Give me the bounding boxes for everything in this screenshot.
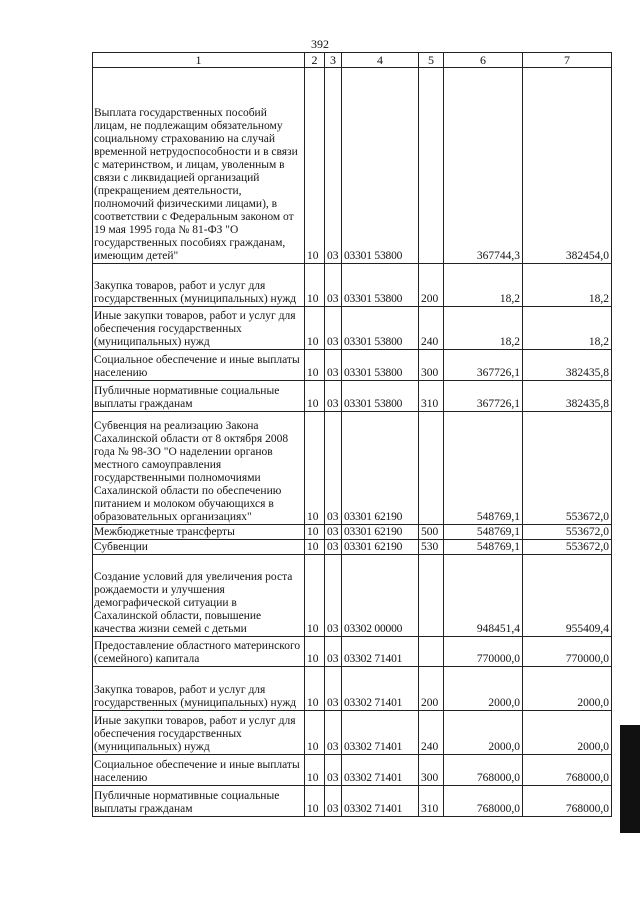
row-amount-year1: 768000,0 xyxy=(444,755,523,786)
row-name: Закупка товаров, работ и услуг для государственных (муниципальных) нужд xyxy=(93,667,305,711)
table-row xyxy=(93,264,612,307)
table-row xyxy=(93,412,612,525)
row-amount-year1: 2000,0 xyxy=(444,711,523,755)
header-col-7: 7 xyxy=(523,53,612,68)
table-row xyxy=(93,350,612,381)
row-amount-year1: 948451,4 xyxy=(444,555,523,637)
row-target-code: 03302 71401 xyxy=(342,711,419,755)
row-expense-type: 310 xyxy=(419,381,444,412)
row-target-code: 03301 53800 xyxy=(342,381,419,412)
row-amount-year2: 2000,0 xyxy=(523,667,612,711)
table-row xyxy=(93,667,612,711)
row-expense-type: 200 xyxy=(419,264,444,307)
row-section: 10 xyxy=(305,667,325,711)
page-number: 392 xyxy=(311,37,329,51)
row-name: Иные закупки товаров, работ и услуг для обеспечения государственных (муниципальных) нужд xyxy=(93,711,305,755)
row-amount-year1: 548769,1 xyxy=(444,412,523,525)
row-amount-year2: 553672,0 xyxy=(523,525,612,540)
table-body xyxy=(93,68,612,817)
row-expense-type: 300 xyxy=(419,350,444,381)
row-subsection: 03 xyxy=(325,307,342,350)
table-row xyxy=(93,786,612,817)
table-row xyxy=(93,540,612,555)
row-target-code: 03301 53800 xyxy=(342,264,419,307)
header-col-6: 6 xyxy=(444,53,523,68)
row-expense-type: 300 xyxy=(419,755,444,786)
row-section: 10 xyxy=(305,637,325,667)
row-expense-type: 200 xyxy=(419,667,444,711)
row-target-code: 03302 71401 xyxy=(342,667,419,711)
row-expense-type xyxy=(419,555,444,637)
row-amount-year2: 2000,0 xyxy=(523,711,612,755)
row-name: Субвенция на реализацию Закона Сахалинской области от 8 октября 2008 года № 98-ЗО "О наделении органов местного самоуправления государственными полномочиями Сахалинской области по обеспечению питанием и молоком обучающихся в образовательных организациях" xyxy=(93,412,305,525)
row-target-code: 03302 00000 xyxy=(342,555,419,637)
row-amount-year2: 382435,8 xyxy=(523,350,612,381)
header-col-5: 5 xyxy=(419,53,444,68)
table-row xyxy=(93,525,612,540)
row-section: 10 xyxy=(305,307,325,350)
row-amount-year2: 768000,0 xyxy=(523,755,612,786)
row-amount-year1: 18,2 xyxy=(444,264,523,307)
row-expense-type: 240 xyxy=(419,711,444,755)
row-section: 10 xyxy=(305,412,325,525)
row-target-code: 03301 62190 xyxy=(342,540,419,555)
table-row xyxy=(93,307,612,350)
row-target-code: 03302 71401 xyxy=(342,755,419,786)
row-expense-type: 530 xyxy=(419,540,444,555)
row-target-code: 03301 53800 xyxy=(342,68,419,264)
row-section: 10 xyxy=(305,786,325,817)
row-expense-type: 310 xyxy=(419,786,444,817)
row-amount-year1: 367726,1 xyxy=(444,350,523,381)
row-expense-type: 240 xyxy=(419,307,444,350)
row-subsection: 03 xyxy=(325,350,342,381)
row-expense-type xyxy=(419,412,444,525)
row-subsection: 03 xyxy=(325,264,342,307)
scan-edge-bar xyxy=(620,725,640,833)
table-row xyxy=(93,555,612,637)
row-amount-year1: 2000,0 xyxy=(444,667,523,711)
row-amount-year2: 553672,0 xyxy=(523,412,612,525)
header-col-3: 3 xyxy=(325,53,342,68)
row-target-code: 03301 53800 xyxy=(342,350,419,381)
table-row xyxy=(93,68,612,264)
header-col-4: 4 xyxy=(342,53,419,68)
row-amount-year2: 18,2 xyxy=(523,264,612,307)
row-subsection: 03 xyxy=(325,667,342,711)
row-amount-year1: 18,2 xyxy=(444,307,523,350)
row-name: Социальное обеспечение и иные выплаты населению xyxy=(93,350,305,381)
row-amount-year2: 382454,0 xyxy=(523,68,612,264)
row-subsection: 03 xyxy=(325,711,342,755)
row-amount-year2: 382435,8 xyxy=(523,381,612,412)
row-name: Предоставление областного материнского (семейного) капитала xyxy=(93,637,305,667)
budget-table xyxy=(92,52,612,817)
row-name: Субвенции xyxy=(93,540,305,555)
row-subsection: 03 xyxy=(325,540,342,555)
row-section: 10 xyxy=(305,381,325,412)
row-name: Выплата государственных пособий лицам, не подлежащим обязательному социальному страхованию на случай временной нетрудоспособности и в связи с материнством, и лицам, уволенным в связи с ликвидацией организаций (прекращением деятельности, полномочий физическими лицами), в соответствии с Федеральным законом от 19 мая 1995 года № 81-ФЗ "О государственных пособиях гражданам, имеющим детей" xyxy=(93,68,305,264)
row-amount-year1: 367744,3 xyxy=(444,68,523,264)
row-amount-year2: 18,2 xyxy=(523,307,612,350)
row-name: Социальное обеспечение и иные выплаты населению xyxy=(93,755,305,786)
header-row xyxy=(93,53,612,68)
row-name: Иные закупки товаров, работ и услуг для обеспечения государственных (муниципальных) нужд xyxy=(93,307,305,350)
row-amount-year2: 955409,4 xyxy=(523,555,612,637)
row-amount-year2: 770000,0 xyxy=(523,637,612,667)
row-name: Межбюджетные трансферты xyxy=(93,525,305,540)
row-section: 10 xyxy=(305,711,325,755)
row-section: 10 xyxy=(305,755,325,786)
row-name: Публичные нормативные социальные выплаты гражданам xyxy=(93,381,305,412)
header-col-1: 1 xyxy=(93,53,305,68)
row-amount-year1: 548769,1 xyxy=(444,525,523,540)
row-target-code: 03301 53800 xyxy=(342,307,419,350)
table-row xyxy=(93,637,612,667)
row-subsection: 03 xyxy=(325,381,342,412)
row-expense-type: 500 xyxy=(419,525,444,540)
row-section: 10 xyxy=(305,350,325,381)
row-subsection: 03 xyxy=(325,637,342,667)
row-section: 10 xyxy=(305,555,325,637)
row-subsection: 03 xyxy=(325,786,342,817)
row-amount-year2: 553672,0 xyxy=(523,540,612,555)
row-expense-type xyxy=(419,637,444,667)
row-amount-year2: 768000,0 xyxy=(523,786,612,817)
row-target-code: 03302 71401 xyxy=(342,637,419,667)
row-subsection: 03 xyxy=(325,755,342,786)
row-amount-year1: 548769,1 xyxy=(444,540,523,555)
row-subsection: 03 xyxy=(325,68,342,264)
row-target-code: 03301 62190 xyxy=(342,525,419,540)
row-target-code: 03302 71401 xyxy=(342,786,419,817)
table-row xyxy=(93,711,612,755)
table-row xyxy=(93,755,612,786)
row-amount-year1: 768000,0 xyxy=(444,786,523,817)
table-row xyxy=(93,381,612,412)
row-subsection: 03 xyxy=(325,555,342,637)
header-col-2: 2 xyxy=(305,53,325,68)
row-name: Создание условий для увеличения роста рождаемости и улучшения демографической ситуации в Сахалинской области, повышение качества жизни семей с детьми xyxy=(93,555,305,637)
row-subsection: 03 xyxy=(325,412,342,525)
row-section: 10 xyxy=(305,264,325,307)
row-amount-year1: 367726,1 xyxy=(444,381,523,412)
row-expense-type xyxy=(419,68,444,264)
row-section: 10 xyxy=(305,540,325,555)
row-section: 10 xyxy=(305,525,325,540)
row-target-code: 03301 62190 xyxy=(342,412,419,525)
row-section: 10 xyxy=(305,68,325,264)
row-name: Закупка товаров, работ и услуг для государственных (муниципальных) нужд xyxy=(93,264,305,307)
row-subsection: 03 xyxy=(325,525,342,540)
row-amount-year1: 770000,0 xyxy=(444,637,523,667)
row-name: Публичные нормативные социальные выплаты гражданам xyxy=(93,786,305,817)
